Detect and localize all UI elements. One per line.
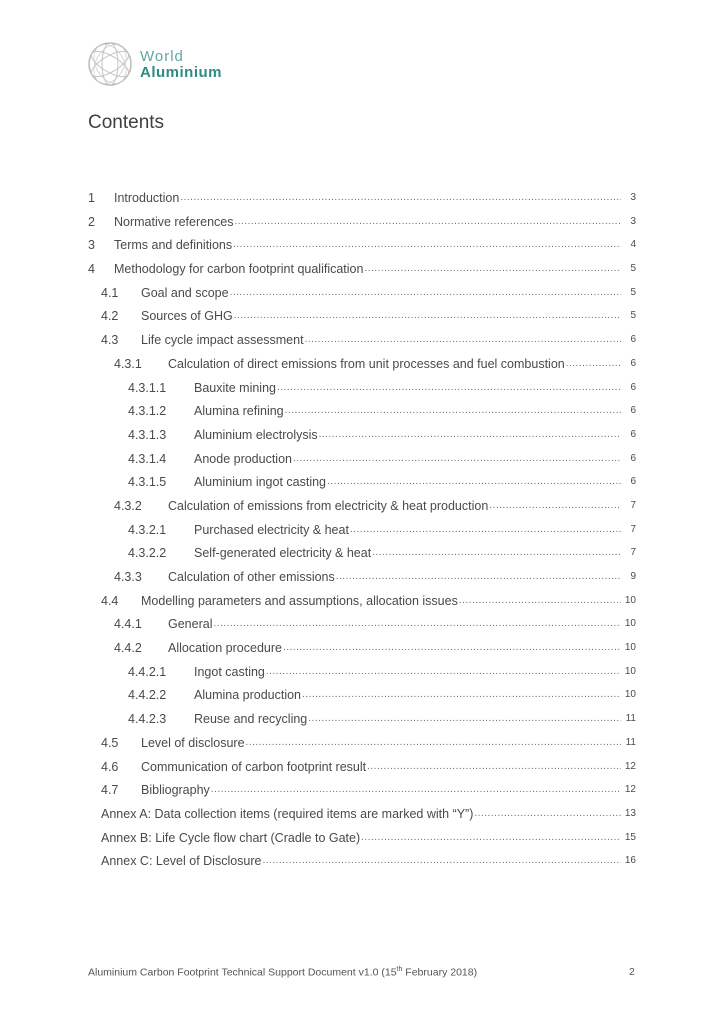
toc-dot-leader	[277, 380, 621, 396]
toc-entry[interactable]	[88, 356, 636, 380]
toc-entry-number: 4.3.1.4	[128, 451, 167, 466]
toc-entry-label: Calculation of emissions from electricity & heat production	[168, 498, 489, 513]
world-aluminium-logo	[86, 40, 246, 96]
toc-entry-number: 3	[88, 238, 95, 253]
toc-entry-page: 11	[625, 736, 636, 748]
toc-dot-leader	[211, 782, 621, 798]
toc-entry-label: Alumina refining	[194, 404, 284, 419]
toc-dot-leader	[283, 640, 621, 656]
toc-entry-number: 4.4.2	[114, 641, 142, 656]
toc-dot-leader	[319, 427, 621, 443]
toc-entry-label: Terms and definitions	[114, 238, 233, 253]
toc-entry-number: 4.2	[101, 309, 119, 324]
toc-entry-page: 4	[630, 239, 636, 251]
toc-entry[interactable]	[88, 759, 636, 783]
toc-entry[interactable]	[88, 214, 636, 238]
toc-entry-number: 4	[88, 262, 95, 277]
toc-entry-label: Sources of GHG	[141, 309, 233, 324]
toc-entry-page: 9	[630, 571, 636, 582]
toc-dot-leader	[305, 332, 621, 348]
toc-dot-leader	[246, 735, 621, 751]
toc-dot-leader	[180, 190, 621, 206]
toc-entry-number: 4.4.2.3	[128, 712, 167, 727]
toc-entry-label: Self-generated electricity & heat	[194, 546, 372, 561]
toc-entry-page: 12	[624, 784, 636, 796]
toc-dot-leader	[263, 853, 622, 869]
toc-entry-label: Modelling parameters and assumptions, allocation issues	[141, 593, 458, 608]
toc-dot-leader	[235, 214, 622, 230]
toc-dot-leader	[566, 356, 621, 372]
toc-entry-label: Allocation procedure	[168, 641, 282, 656]
toc-entry-number: 4.3.2	[114, 498, 142, 513]
toc-entry[interactable]	[88, 427, 636, 451]
toc-entry[interactable]	[88, 545, 636, 569]
toc-entry-label: Purchased electricity & heat	[194, 522, 349, 537]
toc-entry-number: 4.3.1.5	[128, 475, 167, 490]
table-of-contents	[88, 190, 636, 877]
toc-dot-leader	[336, 569, 621, 585]
toc-entry-label: Aluminium ingot casting	[194, 475, 327, 490]
toc-entry-page: 5	[630, 263, 636, 275]
toc-entry-page: 10	[624, 665, 636, 677]
toc-entry-label: Annex A: Data collection items (required items are marked with “Y”)	[101, 806, 474, 821]
toc-entry-page: 6	[630, 357, 636, 369]
toc-entry[interactable]	[88, 593, 636, 617]
toc-dot-leader	[230, 285, 621, 301]
toc-entry-number: 4.4	[101, 593, 119, 608]
toc-entry-page: 6	[630, 405, 636, 417]
toc-dot-leader	[372, 545, 621, 561]
toc-entry-label: Methodology for carbon footprint qualification	[114, 262, 364, 277]
toc-dot-leader	[364, 261, 621, 277]
toc-entry-number: 1	[88, 191, 95, 205]
toc-dot-leader	[361, 830, 621, 846]
toc-entry-page: 12	[624, 760, 636, 772]
toc-dot-leader	[285, 403, 621, 419]
toc-entry-label: Life cycle impact assessment	[141, 333, 304, 348]
toc-entry[interactable]	[88, 237, 636, 261]
toc-entry[interactable]	[88, 853, 636, 877]
toc-dot-leader	[302, 687, 621, 703]
footer-text-sup: th	[396, 966, 403, 973]
logo-text-aluminium: Aluminium	[140, 64, 222, 81]
globe-logo-icon	[86, 40, 134, 88]
toc-entry-page: 5	[630, 286, 636, 298]
toc-entry-label: Alumina production	[194, 688, 302, 703]
toc-entry-page: 3	[630, 192, 636, 203]
toc-entry[interactable]	[88, 782, 636, 806]
toc-entry-page: 10	[624, 642, 636, 654]
toc-entry[interactable]	[88, 522, 636, 546]
toc-entry-label: Annex C: Level of Disclosure	[101, 854, 262, 869]
toc-entry-page: 13	[624, 807, 636, 819]
toc-entry[interactable]	[88, 806, 636, 830]
toc-entry-page: 3	[630, 215, 636, 227]
toc-entry[interactable]	[88, 261, 636, 285]
toc-entry[interactable]	[88, 735, 636, 759]
toc-entry[interactable]	[88, 451, 636, 475]
toc-entry-label: Reuse and recycling	[194, 712, 308, 727]
toc-entry[interactable]	[88, 403, 636, 427]
toc-entry-page: 7	[630, 523, 636, 535]
toc-entry-label: Aluminium electrolysis	[194, 427, 318, 442]
toc-entry[interactable]	[88, 711, 636, 735]
toc-entry-page: 10	[624, 594, 636, 606]
toc-entry-number: 4.3	[101, 333, 119, 348]
toc-entry[interactable]	[88, 664, 636, 688]
toc-entry-number: 4.3.1	[114, 356, 142, 371]
toc-entry-number: 4.4.2.2	[128, 688, 167, 703]
toc-entry-page: 5	[630, 310, 636, 322]
toc-dot-leader	[489, 498, 621, 514]
toc-entry-number: 4.3.3	[114, 570, 142, 584]
toc-entry[interactable]	[88, 687, 636, 711]
toc-entry[interactable]	[88, 474, 636, 498]
toc-entry-page: 7	[630, 547, 636, 559]
toc-entry-label: Ingot casting	[194, 664, 265, 679]
toc-dot-leader	[474, 806, 621, 822]
toc-entry[interactable]	[88, 498, 636, 522]
toc-entry-number: 4.3.1.2	[128, 404, 167, 419]
toc-dot-leader	[308, 711, 621, 727]
toc-entry-label: Bibliography	[141, 783, 210, 798]
toc-entry-label: Goal and scope	[141, 285, 229, 300]
footer-text	[88, 966, 477, 979]
toc-entry[interactable]	[88, 308, 636, 332]
toc-entry[interactable]	[88, 285, 636, 309]
toc-entry-number: 4.6	[101, 759, 119, 774]
toc-dot-leader	[266, 664, 621, 680]
toc-entry[interactable]	[88, 830, 636, 854]
footer-text-main: Aluminium Carbon Footprint Technical Support Document v1.0 (15	[88, 966, 397, 979]
toc-entry-page: 6	[630, 452, 636, 464]
toc-entry-label: Introduction	[114, 191, 180, 205]
toc-entry-number: 4.1	[101, 285, 119, 300]
page-title: Contents	[88, 112, 165, 133]
toc-entry-page: 7	[630, 499, 636, 511]
logo-text-world: World	[140, 48, 184, 65]
toc-dot-leader	[327, 474, 621, 490]
toc-entry-number: 2	[88, 214, 95, 229]
toc-entry-number: 4.7	[101, 783, 119, 798]
toc-entry[interactable]	[88, 569, 636, 593]
toc-dot-leader	[367, 759, 621, 775]
footer-page-number: 2	[629, 966, 635, 978]
toc-entry-label: Anode production	[194, 451, 292, 466]
toc-entry-label: Annex B: Life Cycle flow chart (Cradle to Gate)	[101, 830, 361, 845]
toc-entry-label: Calculation of direct emissions from unit processes and fuel combustion	[168, 356, 565, 371]
toc-entry-label: Calculation of other emissions	[168, 570, 335, 584]
toc-entry-number: 4.5	[101, 735, 119, 750]
footer-text-end: February 2018)	[402, 966, 478, 979]
toc-dot-leader	[350, 522, 621, 538]
toc-entry-page: 10	[624, 618, 636, 630]
toc-dot-leader	[233, 237, 621, 253]
toc-entry-page: 15	[624, 831, 636, 843]
toc-entry-number: 4.3.1.3	[128, 427, 167, 442]
toc-entry-page: 10	[624, 689, 636, 701]
toc-entry-number: 4.3.1.1	[128, 380, 167, 395]
toc-entry[interactable]	[88, 640, 636, 664]
toc-dot-leader	[213, 616, 621, 632]
toc-entry[interactable]	[88, 616, 636, 640]
toc-dot-leader	[293, 451, 621, 467]
toc-entry-page: 6	[630, 428, 636, 440]
toc-entry[interactable]	[88, 380, 636, 404]
toc-entry-number: 4.4.2.1	[128, 664, 167, 679]
toc-entry-page: 16	[624, 855, 636, 867]
toc-entry-label: Level of disclosure	[141, 735, 245, 750]
toc-entry-label: Communication of carbon footprint result	[141, 759, 367, 774]
toc-entry-label: Bauxite mining	[194, 380, 276, 395]
toc-entry-label: General	[168, 617, 213, 632]
toc-entry-page: 6	[630, 334, 636, 346]
toc-dot-leader	[234, 308, 621, 324]
toc-entry-label: Normative references	[114, 214, 234, 229]
toc-entry-number: 4.3.2.2	[128, 546, 167, 561]
toc-entry-number: 4.4.1	[114, 617, 142, 632]
toc-entry-page: 11	[625, 713, 636, 725]
toc-entry[interactable]	[88, 190, 636, 214]
toc-entry[interactable]	[88, 332, 636, 356]
toc-entry-number: 4.3.2.1	[128, 522, 167, 537]
toc-dot-leader	[459, 593, 621, 609]
toc-entry-page: 6	[630, 381, 636, 393]
toc-entry-page: 6	[630, 476, 636, 488]
